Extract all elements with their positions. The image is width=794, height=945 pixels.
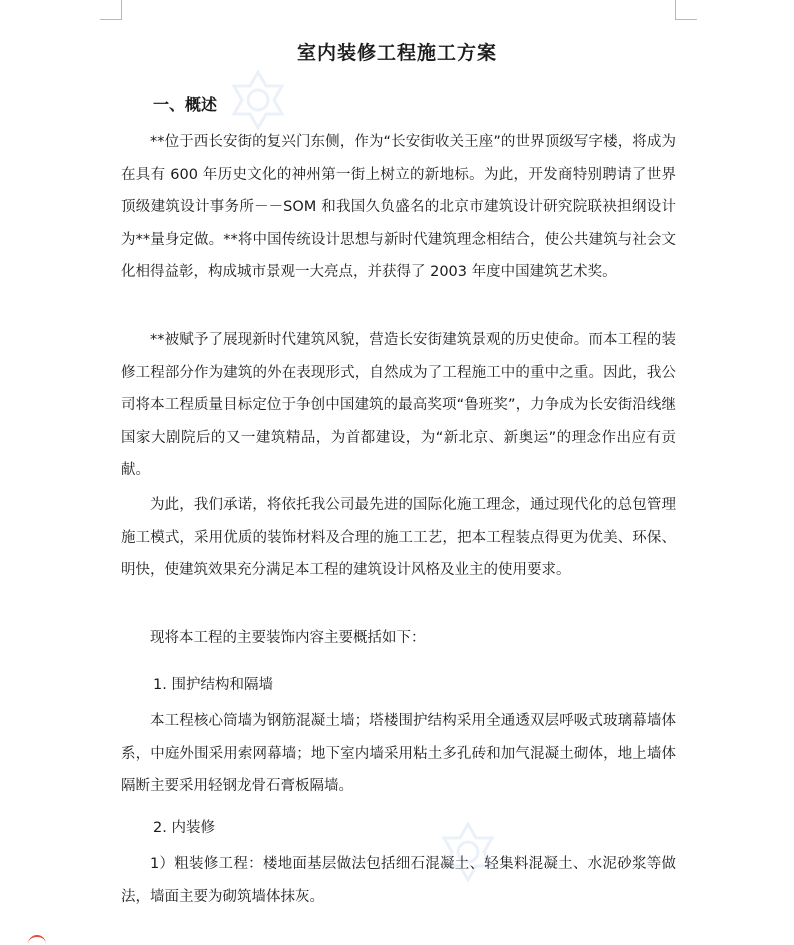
crop-mark xyxy=(100,19,122,20)
paragraph: 现将本工程的主要装饰内容主要概括如下： xyxy=(150,630,426,646)
list-item-heading: 1. 围护结构和隔墙 xyxy=(153,677,273,693)
paragraph: 本工程核心筒墙为钢筋混凝土墙；塔楼围护结构采用全通透双层呼吸式玻璃幕墙体系，中庭外围采用索网幕墙；地下室内墙采用粘土多孔砖和加气混凝土砌体，地上墙体隔断主要采用轻钢龙骨石膏板隔墙。 xyxy=(121,713,676,794)
paragraph: 1）粗装修工程：楼地面基层做法包括细石混凝土、轻集料混凝土、水泥砂浆等做法，墙面主要为砌筑墙体抹灰。 xyxy=(121,856,676,905)
crop-mark xyxy=(675,0,676,20)
paragraph: 为此，我们承诺，将依托我公司最先进的国际化施工理念，通过现代化的总包管理施工模式，采用优质的装饰材料及合理的施工工艺，把本工程装点得更为优美、环保、明快，使建筑效果充分满足本工程的建筑设计风格及业主的使用要求。 xyxy=(121,497,676,578)
watermark-logo-icon xyxy=(228,70,288,130)
paragraph: **被赋予了展现新时代建筑风貌，营造长安街建筑景观的历史使命。而本工程的装修工程部分作为建筑的外在表现形式，自然成为了工程施工中的重中之重。因此，我公司将本工程质量目标定位于争创中国建筑的最高奖项“鲁班奖”，力争成为长安街沿线继国家大剧院后的又一建筑精品，为首都建设，为“新北京、新奥运”的理念作出应有贡献。 xyxy=(121,332,676,478)
paragraph: **位于西长安街的复兴门东侧，作为“长安街收关王座”的世界顶级写字楼，将成为在具有 600 年历史文化的神州第一街上树立的新地标。为此，开发商特别聘请了世界顶级建筑设计事务所－－SOM 和我国久负盛名的北京市建筑设计研究院联袂担纲设计为**量身定做。**将中国传统设计思想与新时代建筑理念相结合，使公共建筑与社会文化相得益彰，构成城市景观一大亮点，并获得了 2003 年度中国建筑艺术奖。 xyxy=(121,134,676,280)
list-item-heading: 2. 内装修 xyxy=(153,820,215,836)
crop-mark xyxy=(675,19,697,20)
crop-mark xyxy=(121,0,122,20)
page-corner-mark xyxy=(28,935,46,945)
section-heading: 一、概述 xyxy=(153,95,218,114)
document-title: 室内装修工程施工方案 xyxy=(296,42,497,64)
